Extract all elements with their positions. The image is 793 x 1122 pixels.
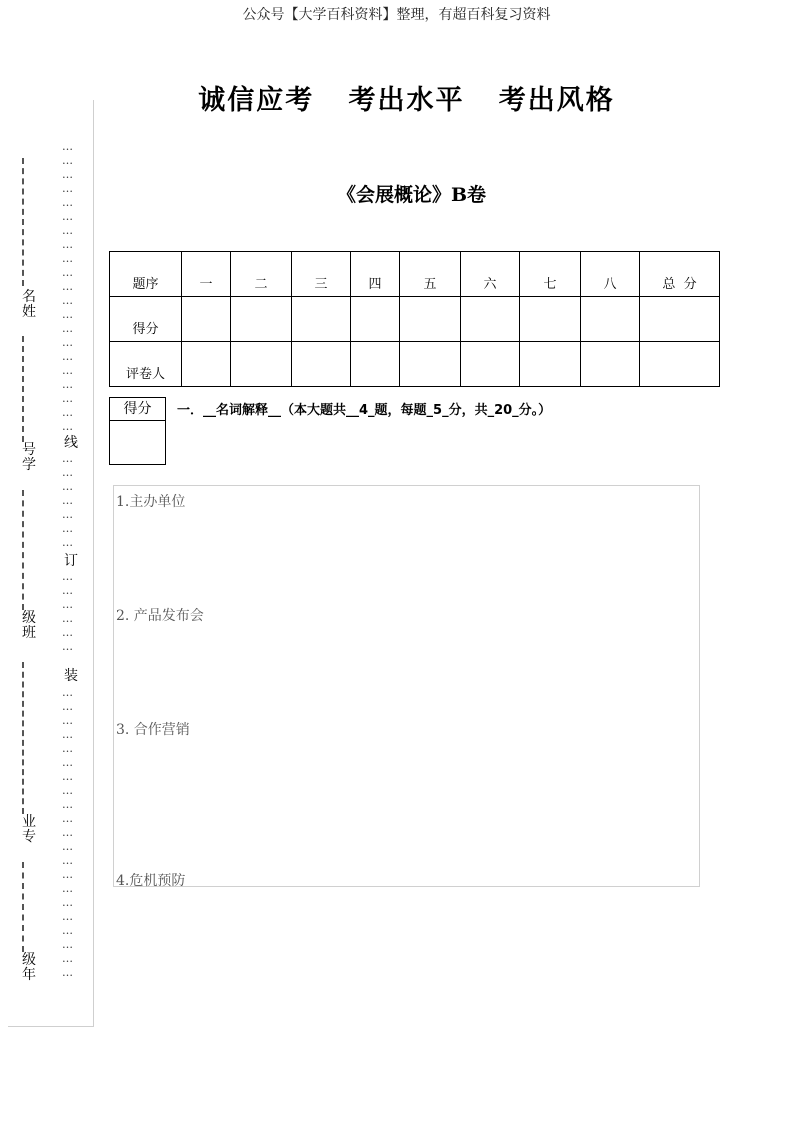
grader-cell[interactable] (581, 342, 640, 387)
section-score-label: 得分 (110, 398, 165, 421)
grader-cell[interactable] (520, 342, 581, 387)
blank-line-student-id[interactable] (22, 336, 32, 442)
question-3: 3. 合作营销 (116, 722, 190, 738)
binding-strip-bottom (8, 1026, 94, 1027)
blank-line-major[interactable] (22, 662, 32, 814)
grader-cell[interactable] (351, 342, 400, 387)
score-cell[interactable] (292, 297, 351, 342)
column-header: 三 (292, 252, 351, 297)
table-row-label: 得分 (110, 297, 182, 342)
binding-char-zhuang: 装 (64, 668, 78, 684)
table-row (110, 252, 720, 297)
column-header: 七 (520, 252, 581, 297)
answer-area[interactable] (113, 485, 700, 887)
grader-cell[interactable] (182, 342, 231, 387)
column-header: 五 (400, 252, 461, 297)
header-note: 公众号【大学百科资料】整理，有超百科复习资料 (242, 7, 551, 23)
motto-banner: 诚信应考 考出水平 考出风格 (198, 85, 615, 116)
score-cell[interactable] (400, 297, 461, 342)
blank-line-name[interactable] (22, 158, 32, 286)
grader-cell[interactable] (461, 342, 520, 387)
column-header: 一 (182, 252, 231, 297)
score-cell[interactable] (520, 297, 581, 342)
label-name: 名姓 (22, 289, 36, 320)
binding-strip-border (93, 100, 94, 1026)
section-score-cell[interactable] (110, 421, 165, 464)
question-1: 1.主办单位 (116, 494, 186, 510)
exam-title: 《会展概论》B卷 (336, 184, 487, 206)
table-row-label: 评卷人 (110, 342, 182, 387)
score-cell[interactable] (182, 297, 231, 342)
table-row-label: 题序 (110, 252, 182, 297)
grader-cell[interactable] (400, 342, 461, 387)
label-student-id: 号学 (22, 442, 36, 473)
column-header-total: 总 分 (640, 252, 720, 297)
binding-dots: … … … … … … … … … … … … … … … … … … … … … (62, 686, 72, 979)
column-header: 四 (351, 252, 400, 297)
score-cell[interactable] (640, 297, 720, 342)
grader-cell[interactable] (231, 342, 292, 387)
label-major: 业专 (22, 814, 36, 845)
section-score-box (109, 397, 166, 465)
binding-dots: … … … … … … (62, 570, 72, 653)
grader-cell[interactable] (640, 342, 720, 387)
table-row (110, 297, 720, 342)
binding-dots: … … … … … … … (62, 452, 72, 549)
question-4: 4.危机预防 (116, 873, 186, 889)
table-row (110, 342, 720, 387)
binding-char-ding: 订 (64, 553, 78, 569)
column-header: 八 (581, 252, 640, 297)
score-cell[interactable] (351, 297, 400, 342)
label-grade: 级年 (22, 952, 36, 983)
grader-cell[interactable] (292, 342, 351, 387)
score-cell[interactable] (581, 297, 640, 342)
binding-char-line: 线 (64, 435, 78, 451)
section-heading: 一．__名词解释__（本大题共__4_题，每题_5_分，共_20_分。） (177, 403, 552, 418)
blank-line-class[interactable] (22, 490, 32, 610)
binding-dots: … … … … … … … … … … … … … … … … … … … … … (62, 140, 72, 433)
score-table (109, 251, 720, 387)
column-header: 六 (461, 252, 520, 297)
score-cell[interactable] (461, 297, 520, 342)
column-header: 二 (231, 252, 292, 297)
blank-line-grade[interactable] (22, 862, 32, 952)
score-cell[interactable] (231, 297, 292, 342)
label-class: 级班 (22, 610, 36, 641)
question-2: 2. 产品发布会 (116, 608, 204, 624)
